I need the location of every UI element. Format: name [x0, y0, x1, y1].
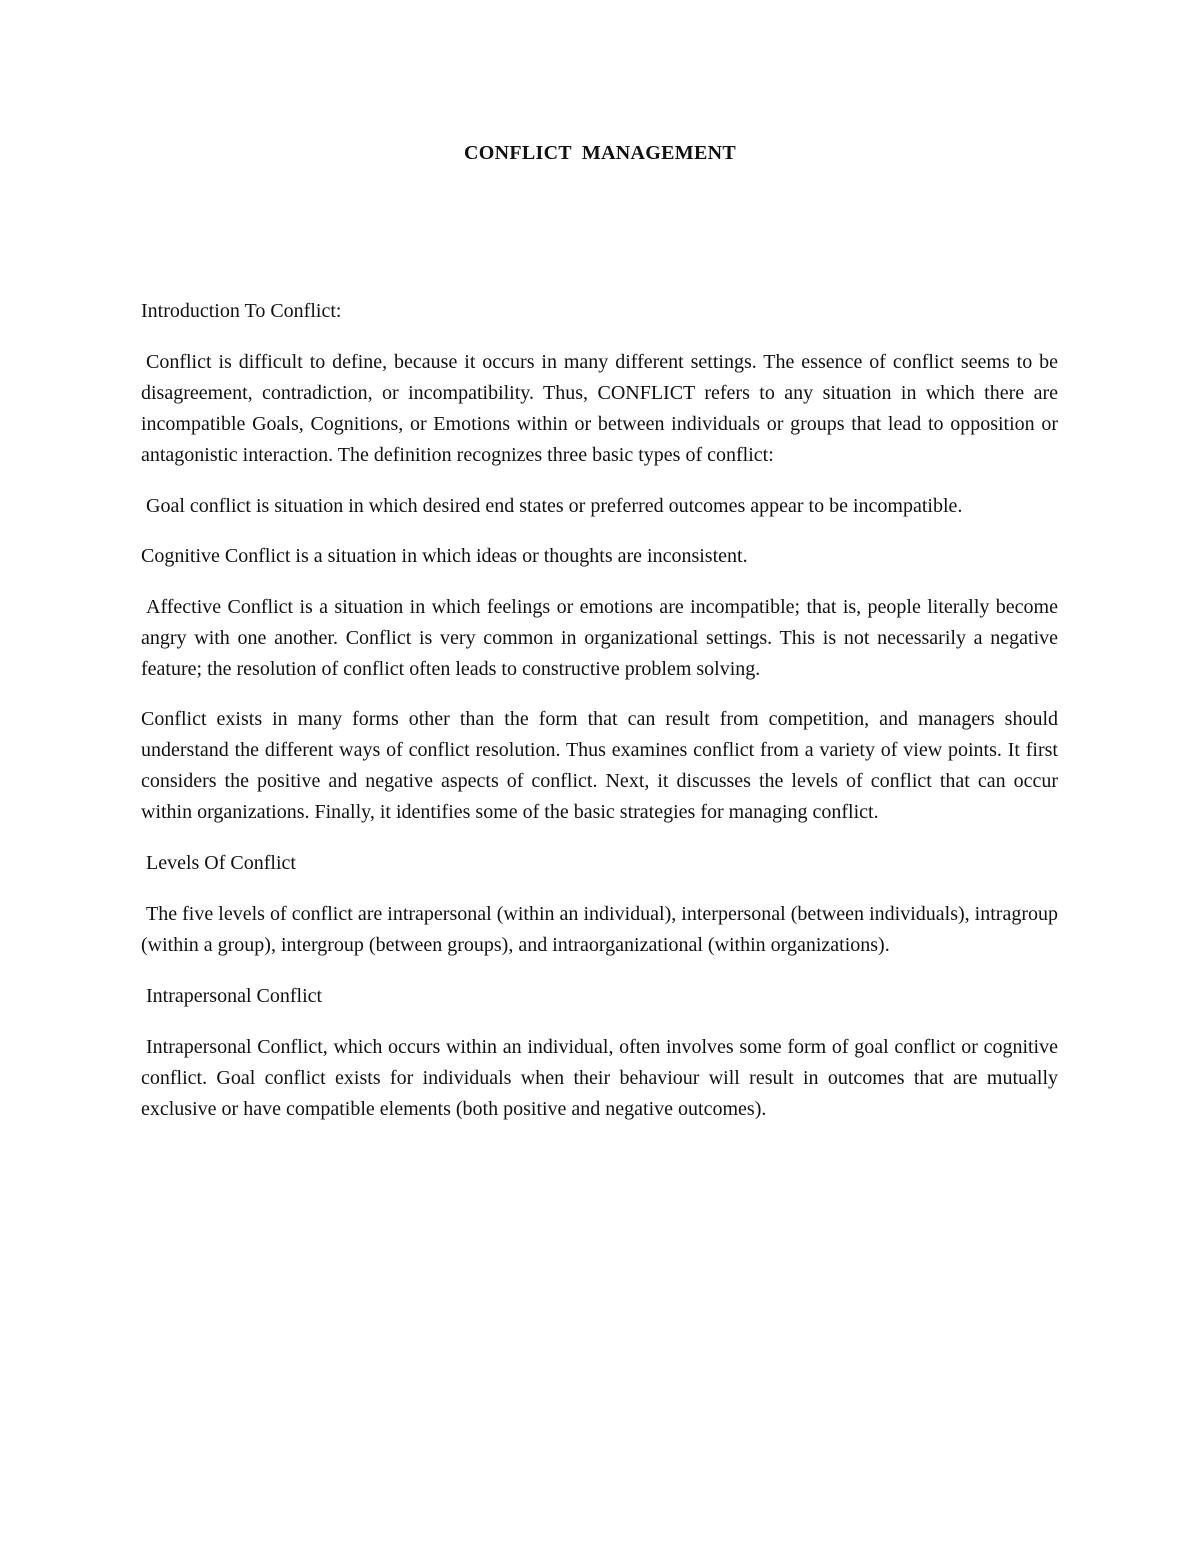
- paragraph-conflict-forms: Conflict exists in many forms other than the form that can result from competition, and managers should understand the different ways of conflict resolution. Thus examines conflict from a variety of view points. It first considers the positive and negative aspects of conflict. Next, it discusses the levels of conflict that can occur within organizations. Finally, it identifies some of the basic strategies for managing conflict.: [141, 708, 1058, 823]
- page-title: CONFLICT MANAGEMENT: [463, 142, 736, 164]
- intro-heading: Introduction To Conflict:: [141, 300, 342, 322]
- paragraph-five-levels: The five levels of conflict are intrapersonal (within an individual), interpersonal (between individuals), intragroup (within a group), intergroup (between groups), and intraorganizational (within organizations).: [141, 903, 1058, 956]
- intrapersonal-heading: Intrapersonal Conflict: [146, 985, 323, 1007]
- paragraph-goal-conflict: Goal conflict is situation in which desired end states or preferred outcomes appear to be incompatible.: [146, 495, 963, 517]
- paragraph-intrapersonal-conflict: Intrapersonal Conflict, which occurs within an individual, often involves some form of goal conflict or cognitive conflict. Goal conflict exists for individuals when their behaviour will result in outcomes that are mutually exclusive or have compatible elements (both positive and negative outcomes).: [141, 1036, 1058, 1120]
- document-body: [141, 296, 1058, 1125]
- paragraph-affective-conflict: Affective Conflict is a situation in which feelings or emotions are incompatible; that is, people literally become angry with one another. Conflict is very common in organizational settings. This is not necessarily a negative feature; the resolution of conflict often leads to constructive problem solving.: [141, 596, 1058, 680]
- paragraph-definition: Conflict is difficult to define, because it occurs in many different settings. The essence of conflict seems to be disagreement, contradiction, or incompatibility. Thus, CONFLICT refers to any situation in which there are incompatible Goals, Cognitions, or Emotions within or between individuals or groups that lead to opposition or antagonistic interaction. The definition recognizes three basic types of conflict:: [141, 351, 1058, 466]
- levels-heading: Levels Of Conflict: [146, 852, 296, 874]
- paragraph-cognitive-conflict: Cognitive Conflict is a situation in which ideas or thoughts are inconsistent.: [141, 545, 748, 567]
